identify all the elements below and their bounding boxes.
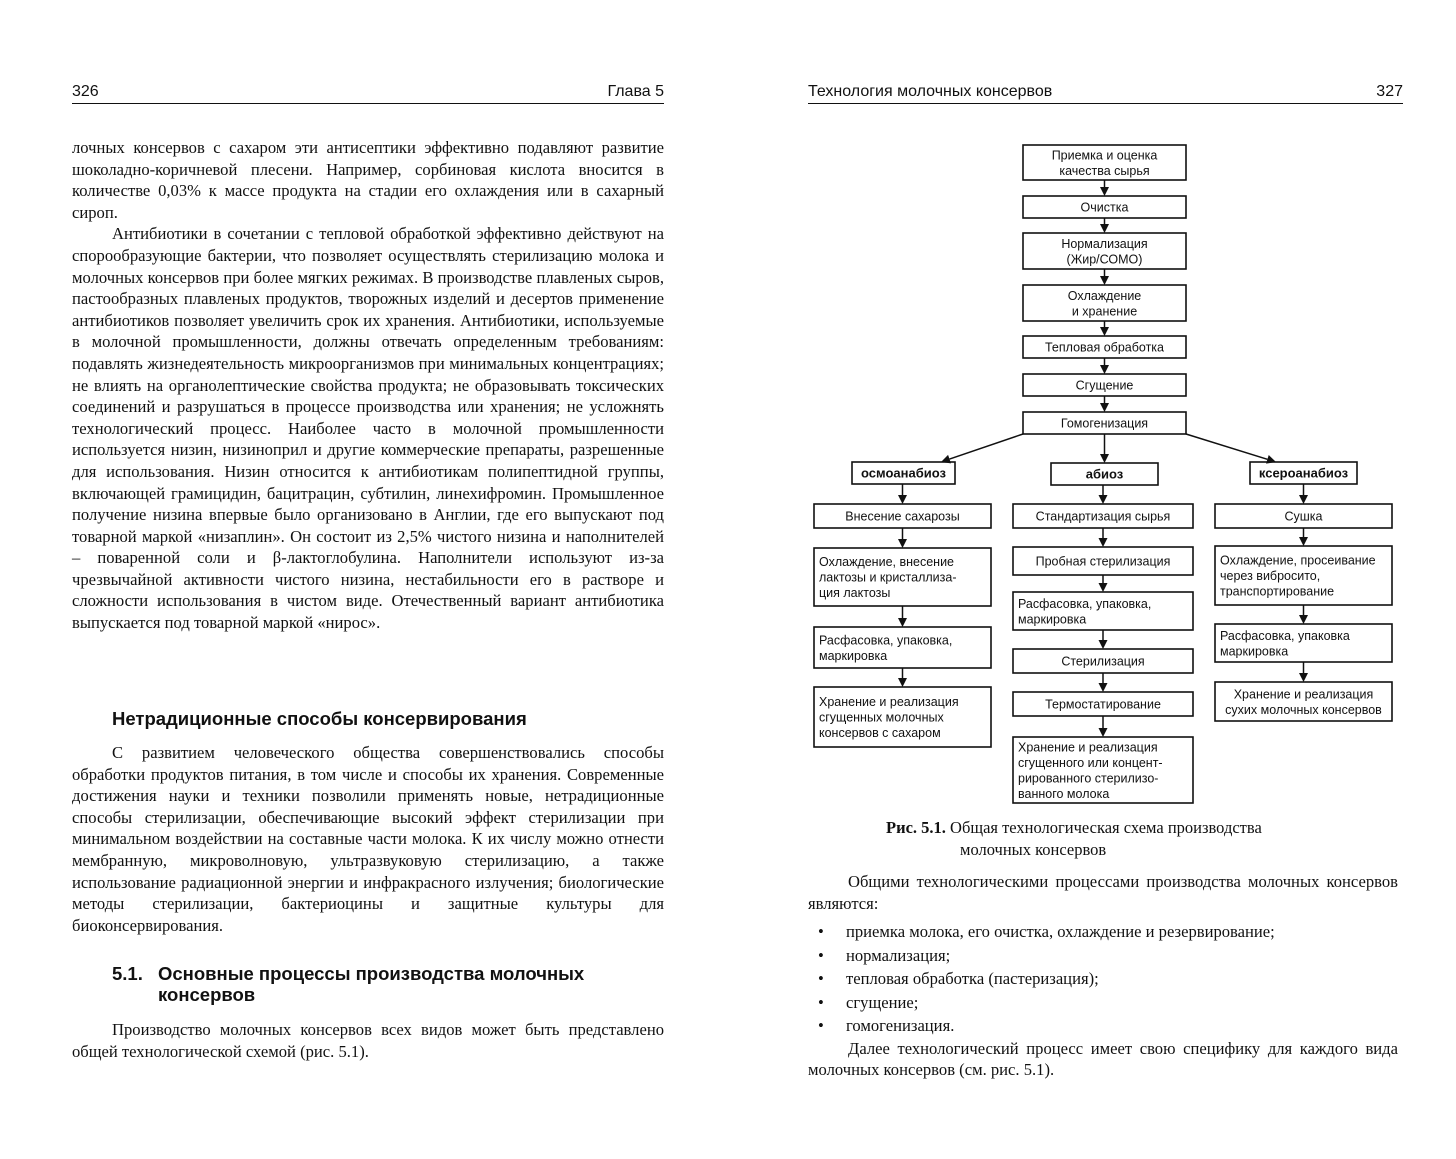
process-step-box-text: маркировка bbox=[819, 648, 888, 663]
process-step-box-text: рированного стерилизо- bbox=[1018, 771, 1159, 786]
arrowhead bbox=[1099, 640, 1108, 649]
figure-caption bbox=[886, 817, 1346, 861]
process-step-box-text: Тепловая обработка bbox=[1044, 340, 1165, 355]
arrowhead bbox=[1299, 537, 1308, 546]
process-step-box-text: маркировка bbox=[1018, 612, 1087, 627]
list-item: • приемка молока, его очистка, охлаждение и резервирование; bbox=[808, 920, 1398, 944]
process-step-box-text: Охлаждение bbox=[1067, 288, 1142, 303]
connector-line bbox=[1186, 434, 1267, 459]
process-step-box-text: Расфасовка, упаковка bbox=[1220, 628, 1350, 643]
process-step-box-text: Расфасовка, упаковка, bbox=[1018, 596, 1152, 611]
list-item: • тепловая обработка (пастеризация); bbox=[808, 967, 1398, 991]
list-item: • сгущение; bbox=[808, 991, 1398, 1015]
branch-label-text: абиоз bbox=[1085, 466, 1124, 482]
arrowhead bbox=[1099, 495, 1108, 504]
process-step-box-text: Охлаждение, внесение bbox=[819, 555, 955, 569]
figure-label: Рис. 5.1. bbox=[886, 818, 946, 837]
right-page bbox=[728, 0, 1456, 1159]
process-step-box-text: Сушка bbox=[1284, 509, 1323, 524]
paragraph: Далее технологический процесс имеет свою специфику для каждого вида молочных консервов (см. рис. 5.1). bbox=[808, 1038, 1398, 1080]
arrowhead bbox=[1100, 276, 1109, 285]
arrowhead bbox=[898, 495, 907, 504]
connector-line bbox=[950, 434, 1023, 459]
page-number: 327 bbox=[1376, 83, 1403, 100]
process-step-box-text: Нормализация bbox=[1061, 236, 1148, 251]
arrowhead bbox=[1099, 538, 1108, 547]
arrowhead bbox=[898, 678, 907, 687]
list-item: • нормализация; bbox=[808, 944, 1398, 968]
paragraph: Производство молочных консервов всех видов может быть представлено общей технологической схемой (рис. 5.1). bbox=[72, 1020, 664, 1061]
arrowhead bbox=[1100, 187, 1109, 196]
process-step-box-text: Приемка и оценка bbox=[1051, 148, 1158, 163]
process-step-box-text: Пробная стерилизация bbox=[1035, 554, 1171, 569]
arrowhead bbox=[1100, 403, 1109, 412]
page-number: 326 bbox=[72, 83, 99, 100]
process-step-box-text: ванного молока bbox=[1018, 786, 1110, 801]
process-step-box-text: Охлаждение, просеивание bbox=[1220, 553, 1376, 568]
arrowhead bbox=[1100, 365, 1109, 374]
process-flowchart bbox=[728, 0, 1456, 810]
list-item: • гомогенизация. bbox=[808, 1014, 1398, 1038]
paragraph: Общими технологическими процессами производства молочных консервов являются: bbox=[808, 872, 1398, 913]
process-step-box-text: Сгущение bbox=[1075, 378, 1134, 393]
process-step-box-text: сухих молочных консервов bbox=[1225, 702, 1382, 717]
process-step-box-text: Хранение и реализация bbox=[1233, 687, 1374, 702]
section-number: 5.1. bbox=[112, 963, 143, 984]
process-step-box-text: и хранение bbox=[1071, 304, 1138, 319]
process-step-box-text: Расфасовка, упаковка, bbox=[819, 633, 953, 648]
branch-label-text: ксероанабиоз bbox=[1258, 465, 1349, 481]
process-step-box-text: сгущенного или концент- bbox=[1018, 755, 1163, 770]
process-step-box-text: через вибросито, bbox=[1220, 569, 1321, 583]
arrowhead bbox=[1099, 683, 1108, 692]
process-step-box-text: Внесение сахарозы bbox=[845, 509, 960, 524]
arrowhead bbox=[1299, 615, 1308, 624]
arrowhead bbox=[1099, 728, 1108, 737]
arrowhead bbox=[1299, 495, 1308, 504]
process-step-box-text: Термостатирование bbox=[1045, 697, 1161, 712]
caption-text: Общая технологическая схема производства bbox=[950, 818, 1262, 837]
paragraph: С развитием человеческого общества совершенствовались способы обработки продуктов питания, в том числе и способы их хранения. Современные достижения науки и техники позволили применять новые, нетрадиционные способы стерилизации, обеспечивающие высокий эффект стерилизации при минимальном воздействии на составные части молока. К их числу можно отнести мембранную, микроволновую, ультразвуковую стерилизацию, а также использование радиационной энергии и инфракрасного излучения; биологические методы стерилизации, бактериоцины и защитные культуры для биоконсервирования. bbox=[72, 743, 664, 935]
process-step-box-text: (Жир/СОМО) bbox=[1066, 252, 1143, 267]
running-title: Технология молочных консервов bbox=[808, 83, 1053, 100]
section-heading: Нетрадиционные способы консервирования bbox=[112, 708, 527, 729]
arrowhead bbox=[1100, 224, 1109, 233]
process-step-box-text: транспортирование bbox=[1220, 584, 1335, 599]
paragraph: Антибиотики в сочетании с тепловой обработкой эффективно действуют на спорообразующие бактерии, что позволяет осуществлять стерилизацию молока и молочных консервов при более мягких режимах. В производстве плавленых сыров, пастообразных плавленых продуктов, творожных изделий и десертов применение антибиотиков позволяет увеличить срок их хранения. Антибиотики, используемые в молочной промышленности, должны отвечать определенным требованиям: подавлять жизнедеятельность микроорганизмов при минимальных концентрациях; не влиять на органолептические свойства продукта; не образовывать токсических соединений и разрушаться в процессе производства или хранения; не усложнять технологический процесс. Наиболее часто в молочной промышленности используется низин, низиноприл и другие коммерческие препараты, разрешенные для использования. Низин относится к антибиотикам полипептидной группы, включающей грамицидин, бацитрацин, субтилин, линехифромин. Промышленное получение низина впервые было организовано в Англии, где его выпускают под товарной маркой «низаплин». Он состоит из 2,5% чистого низина и наполнителей – поваренной соли и β-лактоглобулина. Наполнители используют из-за чрезвычайной активности чистого низина, нестабильности его в растворе и сложности использования в чистом виде. Отечественный вариант антибиотика выпускается под товарной маркой «нирос». bbox=[72, 224, 664, 633]
process-step-box-text: качества сырья bbox=[1059, 163, 1150, 178]
process-step-box-text: консервов с сахаром bbox=[819, 726, 941, 740]
process-list bbox=[808, 920, 1398, 1038]
arrowhead bbox=[898, 539, 907, 548]
process-step-box-text: Стандартизация сырья bbox=[1035, 509, 1171, 524]
text-block-2 bbox=[72, 742, 664, 936]
section-title-line: Основные процессы производства молочных bbox=[158, 963, 585, 984]
process-step-box-text: лактозы и кристаллиза- bbox=[819, 570, 957, 585]
caption-text: молочных консервов bbox=[960, 840, 1107, 859]
paragraph: лочных консервов с сахаром эти антисептики эффективно подавляют развитие шоколадно-коричневой плесени. Например, сорбиновая кислота вносится в количестве 0,03% к массе продукта на стадии его охлаждения или в сахарный сироп. bbox=[72, 138, 664, 222]
text-block-1 bbox=[72, 137, 664, 634]
process-step-box-text: Хранение и реализация bbox=[1018, 740, 1158, 755]
arrowhead bbox=[898, 618, 907, 627]
process-step-box-text: Очистка bbox=[1080, 200, 1129, 215]
process-step-box-text: Хранение и реализация bbox=[819, 695, 959, 709]
process-step-box-text: маркировка bbox=[1220, 644, 1289, 659]
section-heading-numbered bbox=[112, 963, 652, 1005]
branch-label-text: осмоанабиоз bbox=[861, 465, 946, 481]
arrowhead bbox=[1100, 454, 1109, 463]
running-header-left bbox=[72, 83, 664, 104]
arrowhead bbox=[1099, 583, 1108, 592]
chapter-label: Глава 5 bbox=[607, 83, 664, 100]
arrowhead bbox=[941, 455, 951, 464]
section-title-line: консервов bbox=[158, 984, 256, 1005]
process-step-box-text: Стерилизация bbox=[1061, 654, 1145, 669]
process-step-box-text: ция лактозы bbox=[819, 586, 891, 600]
arrowhead bbox=[1100, 327, 1109, 336]
process-step-box-text: сгущенных молочных bbox=[819, 710, 944, 725]
process-step-box-text: Гомогенизация bbox=[1060, 416, 1149, 431]
text-block-right bbox=[808, 871, 1398, 1081]
arrowhead bbox=[1299, 673, 1308, 682]
text-block-3 bbox=[72, 1019, 664, 1062]
